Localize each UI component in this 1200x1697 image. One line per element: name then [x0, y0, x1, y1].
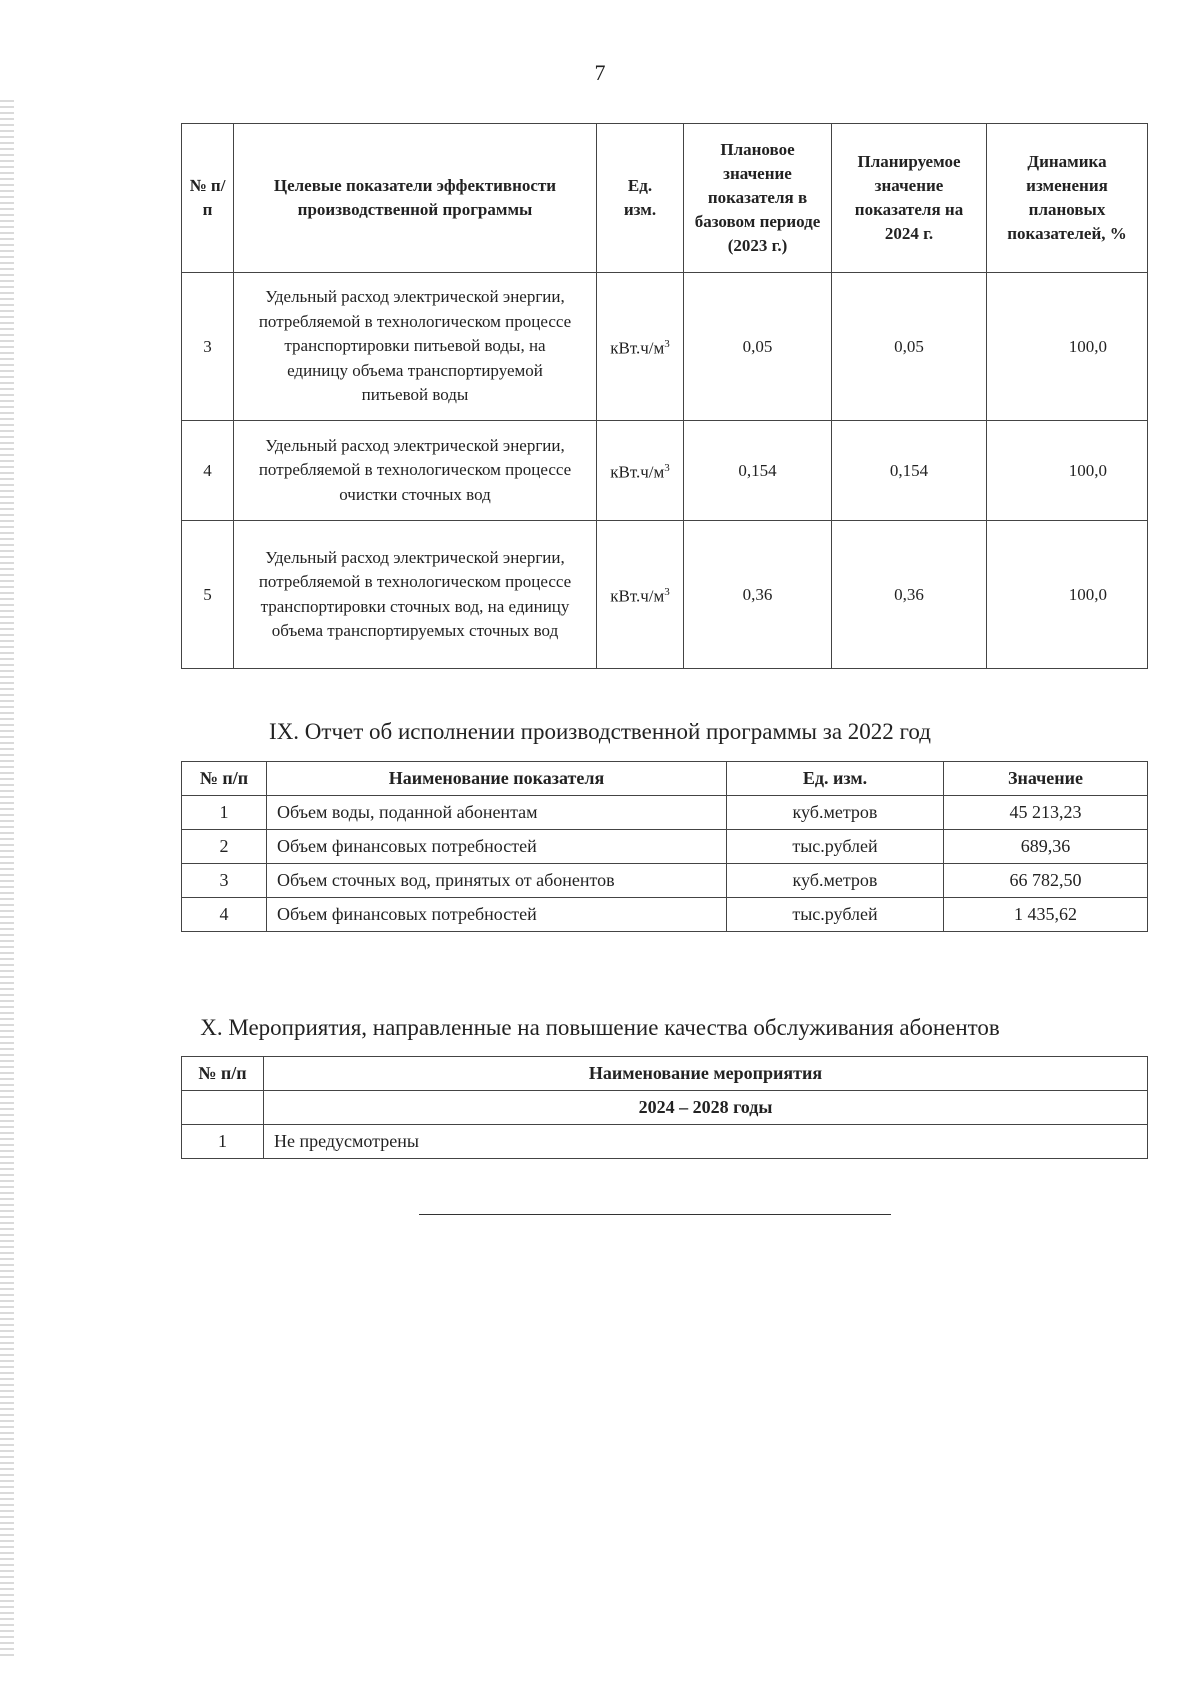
- row-unit-text: кВт.ч/м: [610, 338, 665, 358]
- row-base: 0,154: [684, 421, 832, 521]
- row-name: Объем воды, поданной абонентам: [267, 796, 727, 830]
- end-rule: [419, 1214, 891, 1215]
- row-dynamics: 100,0: [987, 273, 1148, 421]
- table-row: [182, 421, 1148, 521]
- row-indicator: Удельный расход электрической энергии, потребляемой в технологическом процессе транспортировки сточных вод, на единицу объема транспортируемых сточных вод: [234, 521, 597, 669]
- row-unit-text: кВт.ч/м: [610, 586, 665, 606]
- row-unit-text: кВт.ч/м: [610, 462, 665, 482]
- row-num: 4: [182, 421, 234, 521]
- table-row: [182, 521, 1148, 669]
- row-unit-sup: 3: [664, 338, 670, 351]
- row-name: Объем сточных вод, принятых от абонентов: [267, 864, 727, 898]
- page-number: 7: [594, 60, 606, 85]
- row-name: Объем финансовых потребностей: [267, 830, 727, 864]
- header-dynamics: [987, 124, 1148, 273]
- row-planned: 0,05: [832, 273, 987, 421]
- header-unit-label: Ед. изм.: [623, 176, 657, 219]
- table-row: [182, 898, 1148, 932]
- row-num: 3: [182, 864, 267, 898]
- measures-section-title: X. Мероприятия, направленные на повышение качества обслуживания абонентов: [200, 1015, 1000, 1040]
- header-name: Наименование мероприятия: [264, 1057, 1148, 1091]
- table-row: [182, 796, 1148, 830]
- row-planned: 0,36: [832, 521, 987, 669]
- row-indicator: Удельный расход электрической энергии, потребляемой в технологическом процессе очистки сточных вод: [234, 421, 597, 521]
- indicators-table: [181, 123, 1148, 669]
- row-value: 45 213,23: [944, 796, 1148, 830]
- row-value: 689,36: [944, 830, 1148, 864]
- header-value: Значение: [944, 762, 1148, 796]
- row-unit: [597, 273, 684, 421]
- measures-table: [181, 1056, 1148, 1159]
- header-num: № п/п: [182, 1057, 264, 1091]
- table-row: [182, 1125, 1148, 1159]
- table-row: [182, 830, 1148, 864]
- header-dynamics-label: Динамика изменения плановых показателей, %: [1007, 152, 1127, 243]
- row-indicator: Удельный расход электрической энергии, потребляемой в технологическом процессе транспортировки питьевой воды, на единицу объема транспортируемой питьевой воды: [234, 273, 597, 421]
- table-row: [182, 273, 1148, 421]
- header-indicator: [234, 124, 597, 273]
- row-base: 0,05: [684, 273, 832, 421]
- table-header-row: [182, 124, 1148, 273]
- period-empty-cell: [182, 1091, 264, 1125]
- row-num: 5: [182, 521, 234, 669]
- row-name: Не предусмотрены: [264, 1125, 1148, 1159]
- row-name: Объем финансовых потребностей: [267, 898, 727, 932]
- row-unit: куб.метров: [727, 796, 944, 830]
- table-header-row: [182, 1057, 1148, 1091]
- row-dynamics: 100,0: [987, 521, 1148, 669]
- row-num: 2: [182, 830, 267, 864]
- table-header-row: [182, 762, 1148, 796]
- row-planned: 0,154: [832, 421, 987, 521]
- header-planned-label: Планируемое значение показателя на 2024 г.: [854, 152, 964, 243]
- header-base-label: Плановое значение показателя в базовом периоде (2023 г.): [694, 140, 821, 255]
- report-table: [181, 761, 1148, 932]
- scan-edge-artifact: [0, 100, 14, 1660]
- row-unit: тыс.рублей: [727, 898, 944, 932]
- header-unit: Ед. изм.: [727, 762, 944, 796]
- header-num: [182, 124, 234, 273]
- header-indicator-label: Целевые показатели эффективности производственной программы: [273, 176, 557, 219]
- row-num: 1: [182, 796, 267, 830]
- row-value: 1 435,62: [944, 898, 1148, 932]
- row-num: 4: [182, 898, 267, 932]
- row-num: 3: [182, 273, 234, 421]
- row-unit: [597, 521, 684, 669]
- period-row: [182, 1091, 1148, 1125]
- row-dynamics: 100,0: [987, 421, 1148, 521]
- header-planned: [832, 124, 987, 273]
- row-base: 0,36: [684, 521, 832, 669]
- row-unit: тыс.рублей: [727, 830, 944, 864]
- period-label: 2024 – 2028 годы: [264, 1091, 1148, 1125]
- report-section-title: IX. Отчет об исполнении производственной программы за 2022 год: [269, 719, 931, 744]
- row-num: 1: [182, 1125, 264, 1159]
- header-base: [684, 124, 832, 273]
- header-unit: [597, 124, 684, 273]
- row-unit-sup: 3: [664, 586, 670, 599]
- table-row: [182, 864, 1148, 898]
- header-num-label: № п/п: [189, 176, 226, 219]
- header-num: № п/п: [182, 762, 267, 796]
- row-unit: куб.метров: [727, 864, 944, 898]
- row-value: 66 782,50: [944, 864, 1148, 898]
- header-name: Наименование показателя: [267, 762, 727, 796]
- row-unit: [597, 421, 684, 521]
- row-unit-sup: 3: [664, 462, 670, 475]
